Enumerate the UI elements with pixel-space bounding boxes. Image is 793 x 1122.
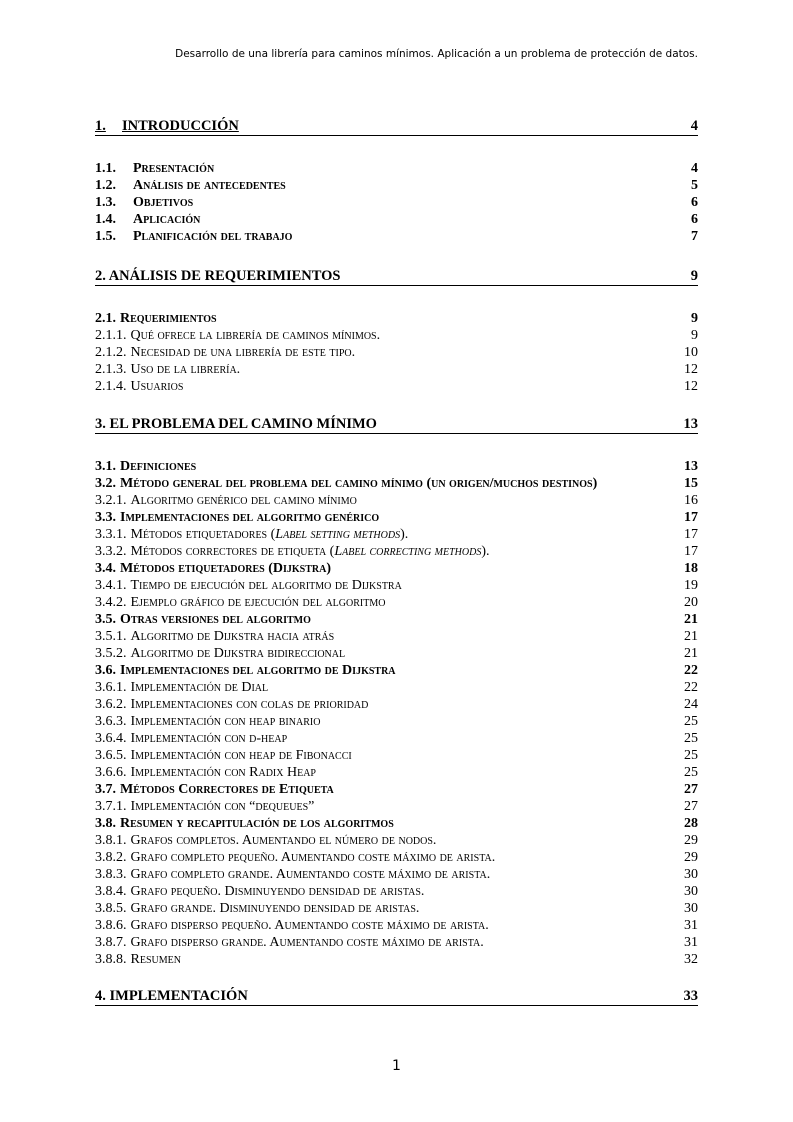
- toc-entry[interactable]: [95, 526, 698, 543]
- chapter-title: [95, 988, 684, 1005]
- toc-entry-title: [95, 310, 217, 327]
- toc-entry-page: 12: [684, 379, 698, 394]
- toc-entry-text: Implementaciones con colas de prioridad: [130, 697, 369, 712]
- toc-entry-title: [95, 679, 268, 696]
- toc-entry[interactable]: [95, 577, 698, 594]
- chapter-page: 4: [690, 118, 698, 134]
- toc-entry-title: [95, 344, 355, 361]
- toc-entry-number: 3.6.1.: [95, 680, 127, 695]
- chapter-page: 9: [690, 268, 698, 284]
- toc-entries: [95, 160, 698, 245]
- toc-entry-page: 30: [684, 901, 698, 916]
- toc-entry[interactable]: [95, 934, 698, 951]
- chapter-number: 2.: [95, 268, 106, 284]
- toc-entry-page: 6: [691, 212, 698, 227]
- toc-entry-title: [95, 526, 408, 543]
- chapter-heading[interactable]: [95, 416, 698, 434]
- toc-entry-number: 3.3.1.: [95, 527, 127, 542]
- toc-entry-page: 31: [684, 918, 698, 933]
- toc-entry-title: [95, 475, 597, 492]
- toc-entry-page: 16: [684, 493, 698, 508]
- chapter-title-text: ANÁLISIS DE REQUERIMIENTOS: [108, 268, 341, 284]
- toc-entry[interactable]: [95, 509, 698, 526]
- toc-entry-page: 30: [684, 867, 698, 882]
- chapter-title-text: EL PROBLEMA DEL CAMINO MÍNIMO: [109, 416, 377, 432]
- toc-entry[interactable]: [95, 211, 698, 228]
- toc-entry-page: 7: [691, 229, 698, 244]
- toc-entry-number: 3.5.1.: [95, 629, 127, 644]
- toc-entry-number: 1.1.: [95, 161, 116, 176]
- toc-entry[interactable]: [95, 917, 698, 934]
- toc-entry-number: 3.5.2.: [95, 646, 127, 661]
- toc-entry-page: 29: [684, 850, 698, 865]
- toc-entry[interactable]: [95, 730, 698, 747]
- toc-entries: [95, 458, 698, 968]
- toc-entry-number: 3.6.6.: [95, 765, 127, 780]
- toc-entry-number: 2.1.2.: [95, 345, 127, 360]
- toc-entry-text: Usuarios: [130, 379, 184, 394]
- toc-entry-number: 3.3.: [95, 510, 116, 525]
- toc-entry-page: 21: [684, 612, 698, 627]
- toc-entry-text: Objetivos: [133, 195, 194, 210]
- toc-entry-text: Resumen y recapitulación de los algoritmos: [120, 816, 394, 831]
- toc-entry-text: Análisis de antecedentes: [133, 178, 286, 193]
- toc-entry-title: [95, 713, 320, 730]
- toc-entry[interactable]: [95, 475, 698, 492]
- toc-entry-number: 2.1.4.: [95, 379, 127, 394]
- chapter-title: [95, 416, 684, 433]
- toc-entry-title: [95, 747, 352, 764]
- toc-entry-number: 3.4.1.: [95, 578, 127, 593]
- toc-entry-title: [95, 560, 331, 577]
- running-header: Desarrollo de una librería para caminos mínimos. Aplicación a un problema de protección de datos.: [175, 48, 698, 60]
- toc-entry-number: 3.6.5.: [95, 748, 127, 763]
- toc-entry-page: 27: [684, 799, 698, 814]
- toc-entry-title: [95, 378, 183, 395]
- toc-entry-title: [95, 177, 286, 194]
- chapter-number: 1.: [95, 118, 106, 134]
- toc-entry-text: Algoritmo de Dijkstra bidireccional: [130, 646, 346, 661]
- toc-entry-title: [95, 160, 214, 177]
- toc-chapter: [95, 416, 698, 434]
- toc-chapter: [95, 268, 698, 286]
- toc-entry-number: 3.6.2.: [95, 697, 127, 712]
- toc-entry-title: [95, 611, 311, 628]
- toc-entry-title: [95, 458, 196, 475]
- toc-entry-page: 22: [684, 680, 698, 695]
- toc-entry-text: Resumen: [130, 952, 181, 967]
- toc-entry-page: 13: [684, 459, 698, 474]
- toc-entry-page: 18: [684, 561, 698, 576]
- toc-entry[interactable]: [95, 900, 698, 917]
- toc-entry-text: Qué ofrece la librería de caminos mínimos.: [130, 328, 381, 343]
- toc-entry-text-end: ).: [400, 527, 409, 542]
- toc-entry-page: 27: [684, 782, 698, 797]
- toc-entry[interactable]: [95, 492, 698, 509]
- toc-entry-text: Grafo completo grande. Aumentando coste máximo de arista.: [130, 867, 491, 882]
- toc-entry[interactable]: [95, 194, 698, 211]
- toc-entry-page: 32: [684, 952, 698, 967]
- toc-entry-page: 31: [684, 935, 698, 950]
- toc-entry-italic: Label correcting methods: [334, 544, 482, 559]
- toc-entry-number: 3.2.1.: [95, 493, 127, 508]
- toc-entry-text: Implementación con Radix Heap: [130, 765, 316, 780]
- chapter-page: 33: [683, 988, 698, 1004]
- toc-entry-number: 1.4.: [95, 212, 116, 227]
- toc-entry-text: Grafo disperso pequeño. Aumentando coste máximo de arista.: [130, 918, 489, 933]
- toc-entry[interactable]: [95, 849, 698, 866]
- chapter-heading[interactable]: [95, 988, 698, 1006]
- toc-entry[interactable]: [95, 611, 698, 628]
- toc-entry-number: 3.4.2.: [95, 595, 127, 610]
- toc-entry-title: [95, 628, 334, 645]
- toc-entry-page: 25: [684, 714, 698, 729]
- toc-entry-page: 6: [691, 195, 698, 210]
- toc-entry[interactable]: [95, 543, 698, 560]
- toc-entry-text: Implementación con “dequeues”: [130, 799, 315, 814]
- toc-entry-title: [95, 361, 240, 378]
- toc-entry[interactable]: [95, 327, 698, 344]
- toc-entry-page: 29: [684, 833, 698, 848]
- toc-entry-text: Métodos etiquetadores (: [130, 527, 276, 542]
- toc-entry-text: Necesidad de una librería de este tipo.: [130, 345, 356, 360]
- toc-entry-number: 3.8.6.: [95, 918, 127, 933]
- toc-entry[interactable]: [95, 344, 698, 361]
- toc-entry-number: 3.6.4.: [95, 731, 127, 746]
- toc-entry-text: Implementaciones del algoritmo de Dijkstra: [120, 663, 396, 678]
- toc-entry-title: [95, 832, 436, 849]
- toc-entry-text: Aplicación: [133, 212, 201, 227]
- toc-entry-text: Tiempo de ejecución del algoritmo de Dijkstra: [130, 578, 402, 593]
- toc-entry-page: 9: [691, 311, 698, 326]
- toc-entry-number: 3.7.: [95, 782, 116, 797]
- toc-entry-text: Grafo completo pequeño. Aumentando coste máximo de arista.: [130, 850, 496, 865]
- chapter-page: 13: [683, 416, 698, 432]
- toc-entry-text: Implementación con heap binario: [130, 714, 321, 729]
- toc-entry-page: 30: [684, 884, 698, 899]
- toc-entry-title: [95, 509, 379, 526]
- toc-entry-number: 2.1.: [95, 311, 116, 326]
- toc-entry-text: Algoritmo de Dijkstra hacia atrás: [130, 629, 335, 644]
- toc-entry-text: Definiciones: [120, 459, 197, 474]
- toc-entry-number: 3.2.: [95, 476, 116, 491]
- toc-entry-title: [95, 211, 200, 228]
- toc-entry-title: [95, 543, 490, 560]
- toc-entry-title: [95, 900, 419, 917]
- toc-entry[interactable]: [95, 883, 698, 900]
- toc-entry-page: 25: [684, 748, 698, 763]
- toc-entry-text: Implementación de Dial: [130, 680, 269, 695]
- toc-entry-number: 1.5.: [95, 229, 116, 244]
- toc-entry[interactable]: [95, 628, 698, 645]
- toc-entry[interactable]: [95, 798, 698, 815]
- toc-entry-page: 17: [684, 510, 698, 525]
- toc-entry[interactable]: [95, 815, 698, 832]
- toc-entry-title: [95, 883, 424, 900]
- chapter-title-text: IMPLEMENTACIÓN: [109, 988, 248, 1004]
- toc-entry-text: Grafos completos. Aumentando el número de nodos.: [130, 833, 437, 848]
- toc-entry[interactable]: [95, 747, 698, 764]
- toc-entry-page: 20: [684, 595, 698, 610]
- toc-entry-italic: Label setting methods: [275, 527, 401, 542]
- toc-entry-title: [95, 577, 402, 594]
- toc-entry[interactable]: [95, 177, 698, 194]
- toc-entry-page: 25: [684, 731, 698, 746]
- toc-entry-number: 3.8.4.: [95, 884, 127, 899]
- toc-entry-title: [95, 594, 385, 611]
- toc-entry-number: 3.6.: [95, 663, 116, 678]
- toc-entry-text: Presentación: [133, 161, 215, 176]
- toc-entry-text: Implementación con d-heap: [130, 731, 288, 746]
- toc-entry-page: 28: [684, 816, 698, 831]
- toc-entry-page: 15: [684, 476, 698, 491]
- chapter-title-text: INTRODUCCIÓN: [122, 118, 239, 134]
- toc-entry[interactable]: [95, 594, 698, 611]
- toc-entry-number: 1.3.: [95, 195, 116, 210]
- toc-entry-text: Métodos Correctores de Etiqueta: [120, 782, 334, 797]
- toc-entry-page: 9: [691, 328, 698, 343]
- toc-entry-title: [95, 730, 287, 747]
- toc-entry-text: Método general del problema del camino mínimo (un origen/muchos destinos): [120, 476, 598, 491]
- toc-entry[interactable]: [95, 764, 698, 781]
- toc-entry-page: 5: [691, 178, 698, 193]
- toc-entry-page: 21: [684, 629, 698, 644]
- toc-entry-number: 3.1.: [95, 459, 116, 474]
- toc-entry-title: [95, 645, 345, 662]
- toc-entry[interactable]: [95, 560, 698, 577]
- toc-entry[interactable]: [95, 310, 698, 327]
- toc-entry-page: 17: [684, 544, 698, 559]
- chapter-title: [95, 268, 691, 285]
- toc-entry-number: 3.8.: [95, 816, 116, 831]
- toc-entry-title: [95, 194, 193, 211]
- toc-entry-text: Métodos etiquetadores (Dijkstra): [120, 561, 331, 576]
- toc-entry-text: Otras versiones del algoritmo: [120, 612, 311, 627]
- toc-entry-title: [95, 781, 334, 798]
- chapter-number: 4.: [95, 988, 106, 1004]
- toc-entry-text: Ejemplo gráfico de ejecución del algoritmo: [130, 595, 386, 610]
- toc-entry[interactable]: [95, 458, 698, 475]
- toc-entry-title: [95, 327, 380, 344]
- toc-entry-number: 1.2.: [95, 178, 116, 193]
- toc-entry[interactable]: [95, 361, 698, 378]
- toc-entry-number: 2.1.3.: [95, 362, 127, 377]
- toc-entry-text: Algoritmo genérico del camino mínimo: [130, 493, 357, 508]
- toc-entry-page: 21: [684, 646, 698, 661]
- toc-entry-title: [95, 849, 495, 866]
- toc-entry-page: 4: [691, 161, 698, 176]
- toc-entry-page: 19: [684, 578, 698, 593]
- toc-entry-title: [95, 798, 314, 815]
- toc-entry-number: 3.8.2.: [95, 850, 127, 865]
- toc-entry[interactable]: [95, 951, 698, 968]
- toc-entry-page: 25: [684, 765, 698, 780]
- toc-entry-number: 3.6.3.: [95, 714, 127, 729]
- toc-entry[interactable]: [95, 228, 698, 245]
- toc-entry[interactable]: [95, 679, 698, 696]
- toc-entry[interactable]: [95, 160, 698, 177]
- toc-entry-page: 22: [684, 663, 698, 678]
- toc-entry[interactable]: [95, 378, 698, 395]
- toc-entry-title: [95, 866, 490, 883]
- toc-entry-text: Grafo disperso grande. Aumentando coste máximo de arista.: [130, 935, 484, 950]
- toc-entry-number: 3.8.7.: [95, 935, 127, 950]
- toc-entry[interactable]: [95, 713, 698, 730]
- toc-entry-title: [95, 696, 368, 713]
- toc-entry-text: Planificación del trabajo: [133, 229, 293, 244]
- toc-entry-number: 3.7.1.: [95, 799, 127, 814]
- toc-entry-title: [95, 934, 484, 951]
- toc-entry-page: 10: [684, 345, 698, 360]
- toc-entry-number: 3.8.3.: [95, 867, 127, 882]
- toc-entry-text: Requerimientos: [120, 311, 217, 326]
- toc-entry-number: 3.8.1.: [95, 833, 127, 848]
- toc-entry-title: [95, 951, 181, 968]
- toc-entry-page: 12: [684, 362, 698, 377]
- toc-entry-number: 3.8.5.: [95, 901, 127, 916]
- toc-entry[interactable]: [95, 832, 698, 849]
- toc-entry-text: Métodos correctores de etiqueta (: [130, 544, 335, 559]
- toc-entry-text: Uso de la librería.: [130, 362, 241, 377]
- toc-chapter: [95, 988, 698, 1006]
- chapter-heading[interactable]: [95, 118, 698, 136]
- toc-entry[interactable]: [95, 781, 698, 798]
- toc-entry[interactable]: [95, 866, 698, 883]
- toc-entry-page: 24: [684, 697, 698, 712]
- toc-entry-number: 3.3.2.: [95, 544, 127, 559]
- toc-chapter: [95, 118, 698, 136]
- toc-entry-number: 3.5.: [95, 612, 116, 627]
- chapter-heading[interactable]: [95, 268, 698, 286]
- toc-entry-title: [95, 228, 292, 245]
- toc-entry-text: Grafo grande. Disminuyendo densidad de aristas.: [130, 901, 420, 916]
- toc-entry-text: Grafo pequeño. Disminuyendo densidad de aristas.: [130, 884, 425, 899]
- toc-entry-text-end: ).: [481, 544, 490, 559]
- toc-entry-title: [95, 815, 394, 832]
- chapter-title: [95, 118, 691, 135]
- toc-entry-title: [95, 764, 316, 781]
- toc-entry-title: [95, 662, 396, 679]
- toc-entry[interactable]: [95, 645, 698, 662]
- toc-entry-text: Implementaciones del algoritmo genérico: [120, 510, 380, 525]
- toc-entry-text: Implementación con heap de Fibonacci: [130, 748, 352, 763]
- toc-entry-number: 3.4.: [95, 561, 116, 576]
- toc-entry-number: 2.1.1.: [95, 328, 127, 343]
- page-number: 1: [392, 1058, 401, 1074]
- toc-entry[interactable]: [95, 696, 698, 713]
- toc-entry[interactable]: [95, 662, 698, 679]
- chapter-number: 3.: [95, 416, 106, 432]
- toc-entry-title: [95, 492, 357, 509]
- toc-entry-title: [95, 917, 489, 934]
- toc-entry-number: 3.8.8.: [95, 952, 127, 967]
- toc-entries: [95, 310, 698, 395]
- toc-entry-page: 17: [684, 527, 698, 542]
